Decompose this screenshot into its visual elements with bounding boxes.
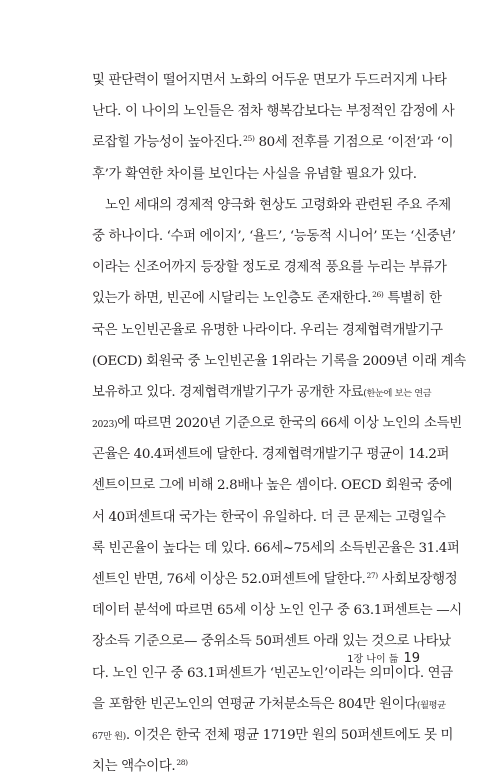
footnote-ref: 26) (372, 290, 384, 300)
page-number: 19 (403, 651, 420, 666)
text-line: 다. 노인 인구 중 63.1퍼센트가 ‘빈곤노인’이라는 의미이다. 연금 (92, 665, 453, 681)
body-text (92, 65, 466, 782)
inline-citation: (한눈에 보는 연금 (363, 387, 432, 399)
text-line: (OECD) 회원국 중 노인빈곤율 1위라는 기록을 2009년 이래 계속 (92, 353, 466, 369)
text-line: 을 포함한 빈곤노인의 연평균 가처분소득은 804만 원이다(월평균 (92, 696, 446, 712)
text-line: 센트인 반면, 76세 이상은 52.0퍼센트에 달한다.$^{27)}$ 사회보장행정 (92, 571, 458, 587)
text-line: 후’가 확연한 차이를 보인다는 사실을 유념할 필요가 있다. (92, 166, 417, 182)
footnote-ref: 27) (366, 571, 378, 580)
text-line: 있는가 하면, 빈곤에 시달리는 노인층도 존재한다.$^{26)}$ 특별히 한 (92, 290, 442, 307)
inline-citation: (월평균 (416, 699, 446, 711)
text-line: 센트이므로 그에 비해 2.8배나 높은 셈이다. OECD 회원국 중에 (92, 478, 453, 494)
inline-citation: 2023) (92, 419, 118, 431)
text-line: 로잡힐 가능성이 높아진다.$^{25)}$ 80세 전후를 기점으로 ‘이전’과 ‘이 (92, 134, 454, 151)
text-line: 서 40퍼센트대 국가는 한국이 유일하다. 더 큰 문제는 고령일수 (92, 509, 446, 525)
text-line: 곤율은 40.4퍼센트에 달한다. 경제협력개발기구 평균이 14.2퍼 (92, 447, 450, 463)
text-line: 중 하나이다. ‘수퍼 에이지’, ‘욜드’, ‘능동적 시니어’ 또는 ‘신중년’ (92, 228, 456, 244)
footnote-ref: 25) (243, 134, 255, 144)
text-line: 및 판단력이 떨어지면서 노화의 어두운 면모가 두드러지게 나타 (92, 73, 447, 88)
text-line: 2023)에 따르면 2020년 기준으로 한국의 66세 이상 노인의 소득빈 (92, 416, 462, 432)
text-line: 난다. 이 나이의 노인들은 점차 행복감보다는 부정적인 감정에 사 (92, 104, 455, 120)
footnote-ref: 28) (176, 758, 188, 768)
text-line: 67만 원). 이것은 한국 전체 평균 1719만 원의 50퍼센트에도 못 미 (92, 727, 454, 743)
text-line: 보유하고 있다. 경제협력개발기구가 공개한 자료(한눈에 보는 연금 (92, 384, 432, 400)
text-line: 데이터 분석에 따르면 65세 이상 노인 인구 중 63.1퍼센트는 —시 (92, 603, 462, 619)
text-line: 국은 노인빈곤율로 유명한 나라이다. 우리는 경제협력개발기구 (92, 322, 443, 338)
text-line: 노인 세대의 경제적 양극화 현상도 고령화와 관련된 주요 주제 (105, 197, 451, 213)
page-footer (347, 647, 420, 666)
text-line: 치는 액수이다.$^{28)}$ (92, 758, 188, 775)
running-footer-chapter: 1장 나이 듦 (347, 654, 399, 665)
text-line: 록 빈곤율이 높다는 데 있다. 66세~75세의 소득빈곤율은 31.4퍼 (92, 540, 460, 556)
inline-citation: 67만 원) (92, 730, 126, 742)
text-line: 이라는 신조어까지 등장할 정도로 경제적 풍요를 누리는 부류가 (92, 260, 447, 276)
text-line: 장소득 기준으로— 중위소득 50퍼센트 아래 있는 것으로 나타났 (92, 634, 451, 650)
